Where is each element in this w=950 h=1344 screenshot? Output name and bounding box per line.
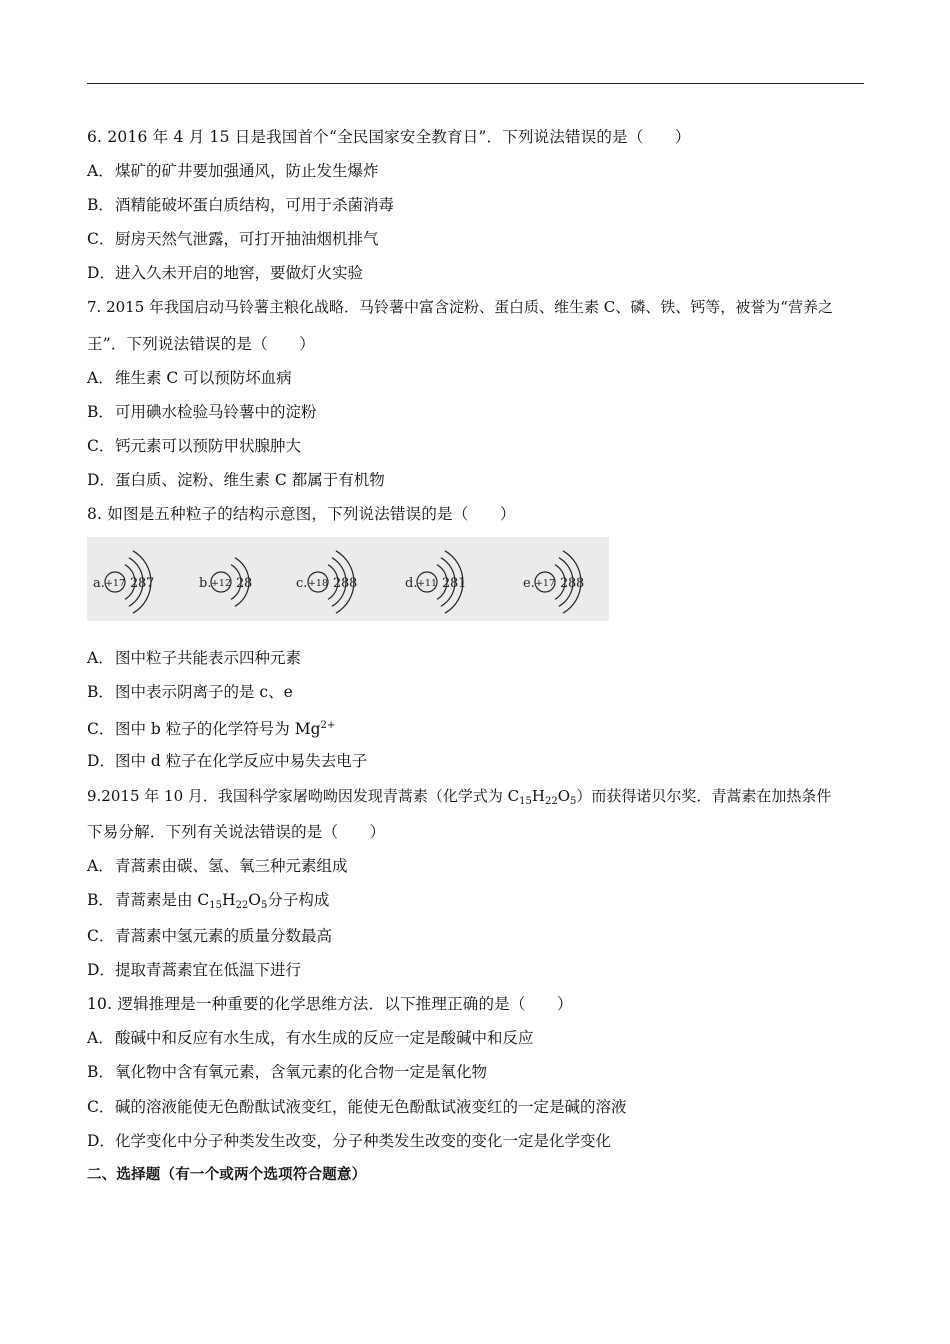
- electron-count: 8: [450, 576, 459, 591]
- q6-option-b: B．酒精能破坏蛋白质结构，可用于杀菌消毒: [87, 196, 395, 214]
- q6-stem: 6. 2016 年 4 月 15 日是我国首个“全民国家安全教育日”．下列说法错误的是（ ）: [87, 128, 691, 146]
- nucleus-charge: +18: [307, 578, 329, 589]
- nucleus-charge: +17: [534, 578, 556, 589]
- particle-diagram-e: [523, 551, 584, 613]
- electron-count: 2: [130, 576, 139, 591]
- electron-count: 8: [138, 576, 147, 591]
- q6-option-d: D．进入久未开启的地窖，要做灯火实验: [87, 264, 364, 282]
- q9-stem-line2: 下易分解．下列有关说法错误的是（ ）: [87, 823, 386, 841]
- particle-label: e.: [523, 576, 535, 591]
- q6-option-c: C．厨房天然气泄露，可打开抽油烟机排气: [87, 230, 379, 248]
- particle-label: b.: [199, 576, 212, 591]
- electron-count: 2: [236, 576, 245, 591]
- electron-count: 2: [442, 576, 451, 591]
- electron-count: 8: [576, 576, 585, 591]
- nucleus-charge: +11: [416, 578, 438, 589]
- nucleus-charge: +12: [210, 578, 232, 589]
- q7-stem-line1: 7. 2015 年我国启动马铃薯主粮化战略．马铃薯中富含淀粉、蛋白质、维生素 C、磷、铁、钙等，被誉为“营养之: [87, 298, 833, 316]
- electron-count: 8: [349, 576, 358, 591]
- q10-stem: 10. 逻辑推理是一种重要的化学思维方法．以下推理正确的是（ ）: [87, 995, 573, 1013]
- particle-label: d.: [405, 576, 418, 591]
- charge-superscript: 2+: [320, 720, 336, 731]
- q9-option-d: D．提取青蒿素宜在低温下进行: [87, 961, 302, 979]
- particle-diagram-d: [405, 551, 466, 613]
- electron-count: 8: [568, 576, 577, 591]
- particle-label: a.: [93, 576, 105, 591]
- particle-diagram-c: [296, 551, 357, 613]
- q9-option-c: C．青蒿素中氢元素的质量分数最高: [87, 927, 333, 945]
- q7-option-d: D．蛋白质、淀粉、维生素 C 都属于有机物: [87, 471, 385, 489]
- particle-diagram-a: [93, 551, 154, 613]
- particle-diagrams: [87, 537, 609, 621]
- q8-option-a: A．图中粒子共能表示四种元素: [87, 649, 302, 667]
- q7-option-a: A．维生素 C 可以预防坏血病: [87, 369, 292, 387]
- q10-option-b: B．氧化物中含有氧元素，含氧元素的化合物一定是氧化物: [87, 1063, 488, 1081]
- q10-option-d: D．化学变化中分子种类发生改变，分子种类发生改变的变化一定是化学变化: [87, 1132, 612, 1150]
- q9-option-b: B．青蒿素是由 $C_{15}H_{22}O_5$分子构成: [87, 891, 330, 911]
- electron-count: 8: [341, 576, 350, 591]
- electron-count: 7: [146, 576, 155, 591]
- electron-count: 8: [244, 576, 253, 591]
- particle-diagram-b: [199, 558, 252, 607]
- q9-stem-line1: 9.2015 年 10 月．我国科学家屠呦呦因发现青蒿素（化学式为 $C_{15}H_{22}O_5$）而获得诺贝尔奖．青蒿素在加热条件: [87, 787, 832, 807]
- q10-option-c: C．碱的溶液能使无色酚酞试液变红，能使无色酚酞试液变红的一定是碱的溶液: [87, 1098, 627, 1116]
- section-2-heading: 二、选择题（有一个或两个选项符合题意）: [87, 1167, 367, 1183]
- q10-option-a: A．酸碱中和反应有水生成，有水生成的反应一定是酸碱中和反应: [87, 1029, 534, 1047]
- q8-option-b: B．图中表示阴离子的是 c、e: [87, 683, 293, 701]
- particle-label: c.: [296, 576, 308, 591]
- q8-stem: 8. 如图是五种粒子的结构示意图，下列说法错误的是（ ）: [87, 505, 516, 523]
- q6-option-a: A．煤矿的矿井要加强通风，防止发生爆炸: [87, 162, 379, 180]
- electron-count: 2: [333, 576, 342, 591]
- electron-count: 2: [560, 576, 569, 591]
- q8-option-c: C．图中 b 粒子的化学符号为 $Mg^{2+}$: [87, 720, 336, 738]
- header-rule: [87, 83, 864, 84]
- q7-option-b: B．可用碘水检验马铃薯中的淀粉: [87, 403, 317, 421]
- q8-option-d: D．图中 d 粒子在化学反应中易失去电子: [87, 752, 368, 770]
- q7-option-c: C．钙元素可以预防甲状腺肿大: [87, 437, 302, 455]
- nucleus-charge: +17: [104, 578, 126, 589]
- q7-stem-line2: 王”．下列说法错误的是（ ）: [87, 335, 315, 353]
- q9-option-a: A．青蒿素由碳、氢、氧三种元素组成: [87, 857, 348, 875]
- electron-count: 1: [458, 576, 467, 591]
- particle-structure-figure: [87, 537, 609, 621]
